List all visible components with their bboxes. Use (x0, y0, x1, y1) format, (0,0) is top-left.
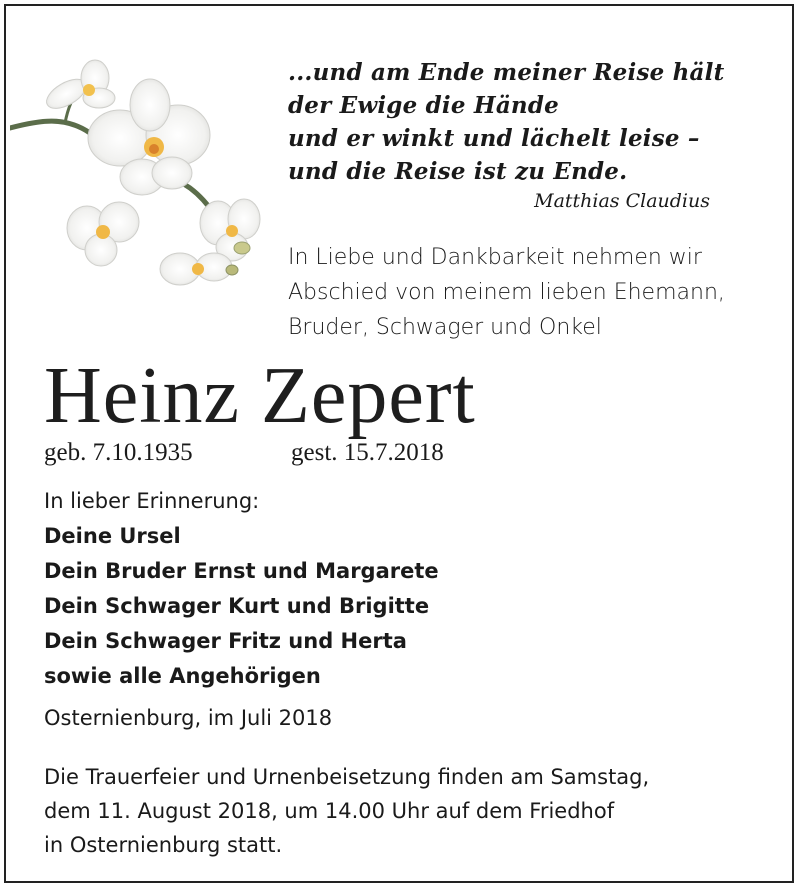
farewell-intro (288, 240, 788, 345)
mourner-item: Deine Ursel (44, 524, 181, 548)
memory-heading: In lieber Erinnerung: (44, 489, 260, 513)
deceased-name: Heinz Zepert (44, 352, 476, 440)
intro-line: In Liebe und Dankbarkeit nehmen wir (288, 245, 702, 270)
life-dates (44, 439, 444, 467)
poem-quote (288, 56, 758, 188)
poem-author: Matthias Claudius (534, 190, 710, 212)
obituary-card (4, 4, 794, 883)
poem-line: der Ewige die Hände (288, 92, 559, 119)
mourner-item: Dein Bruder Ernst und Margarete (44, 559, 439, 583)
mourners-list (44, 484, 644, 694)
birth-date: geb. 7.10.1935 (44, 439, 193, 466)
place-and-date: Osternienburg, im Juli 2018 (44, 706, 333, 730)
mourner-item: Dein Schwager Fritz und Herta (44, 629, 407, 653)
mourner-item: Dein Schwager Kurt und Brigitte (44, 594, 430, 618)
service-line: in Osternienburg statt. (44, 833, 283, 857)
poem-line: ...und am Ende meiner Reise hält (288, 59, 725, 86)
orchid-flower-icon (10, 58, 270, 288)
intro-line: Bruder, Schwager und Onkel (288, 315, 602, 340)
death-date: gest. 15.7.2018 (291, 439, 444, 466)
poem-line: und die Reise ist zu Ende. (288, 158, 628, 185)
mourner-item: sowie alle Angehörigen (44, 664, 321, 688)
service-line: Die Trauerfeier und Urnenbeisetzung finden am Samstag, (44, 765, 650, 789)
funeral-service-info (44, 760, 784, 862)
intro-line: Abschied von meinem lieben Ehemann, (288, 280, 725, 305)
poem-line: und er winkt und lächelt leise – (288, 125, 700, 152)
service-line: dem 11. August 2018, um 14.00 Uhr auf dem Friedhof (44, 799, 615, 823)
